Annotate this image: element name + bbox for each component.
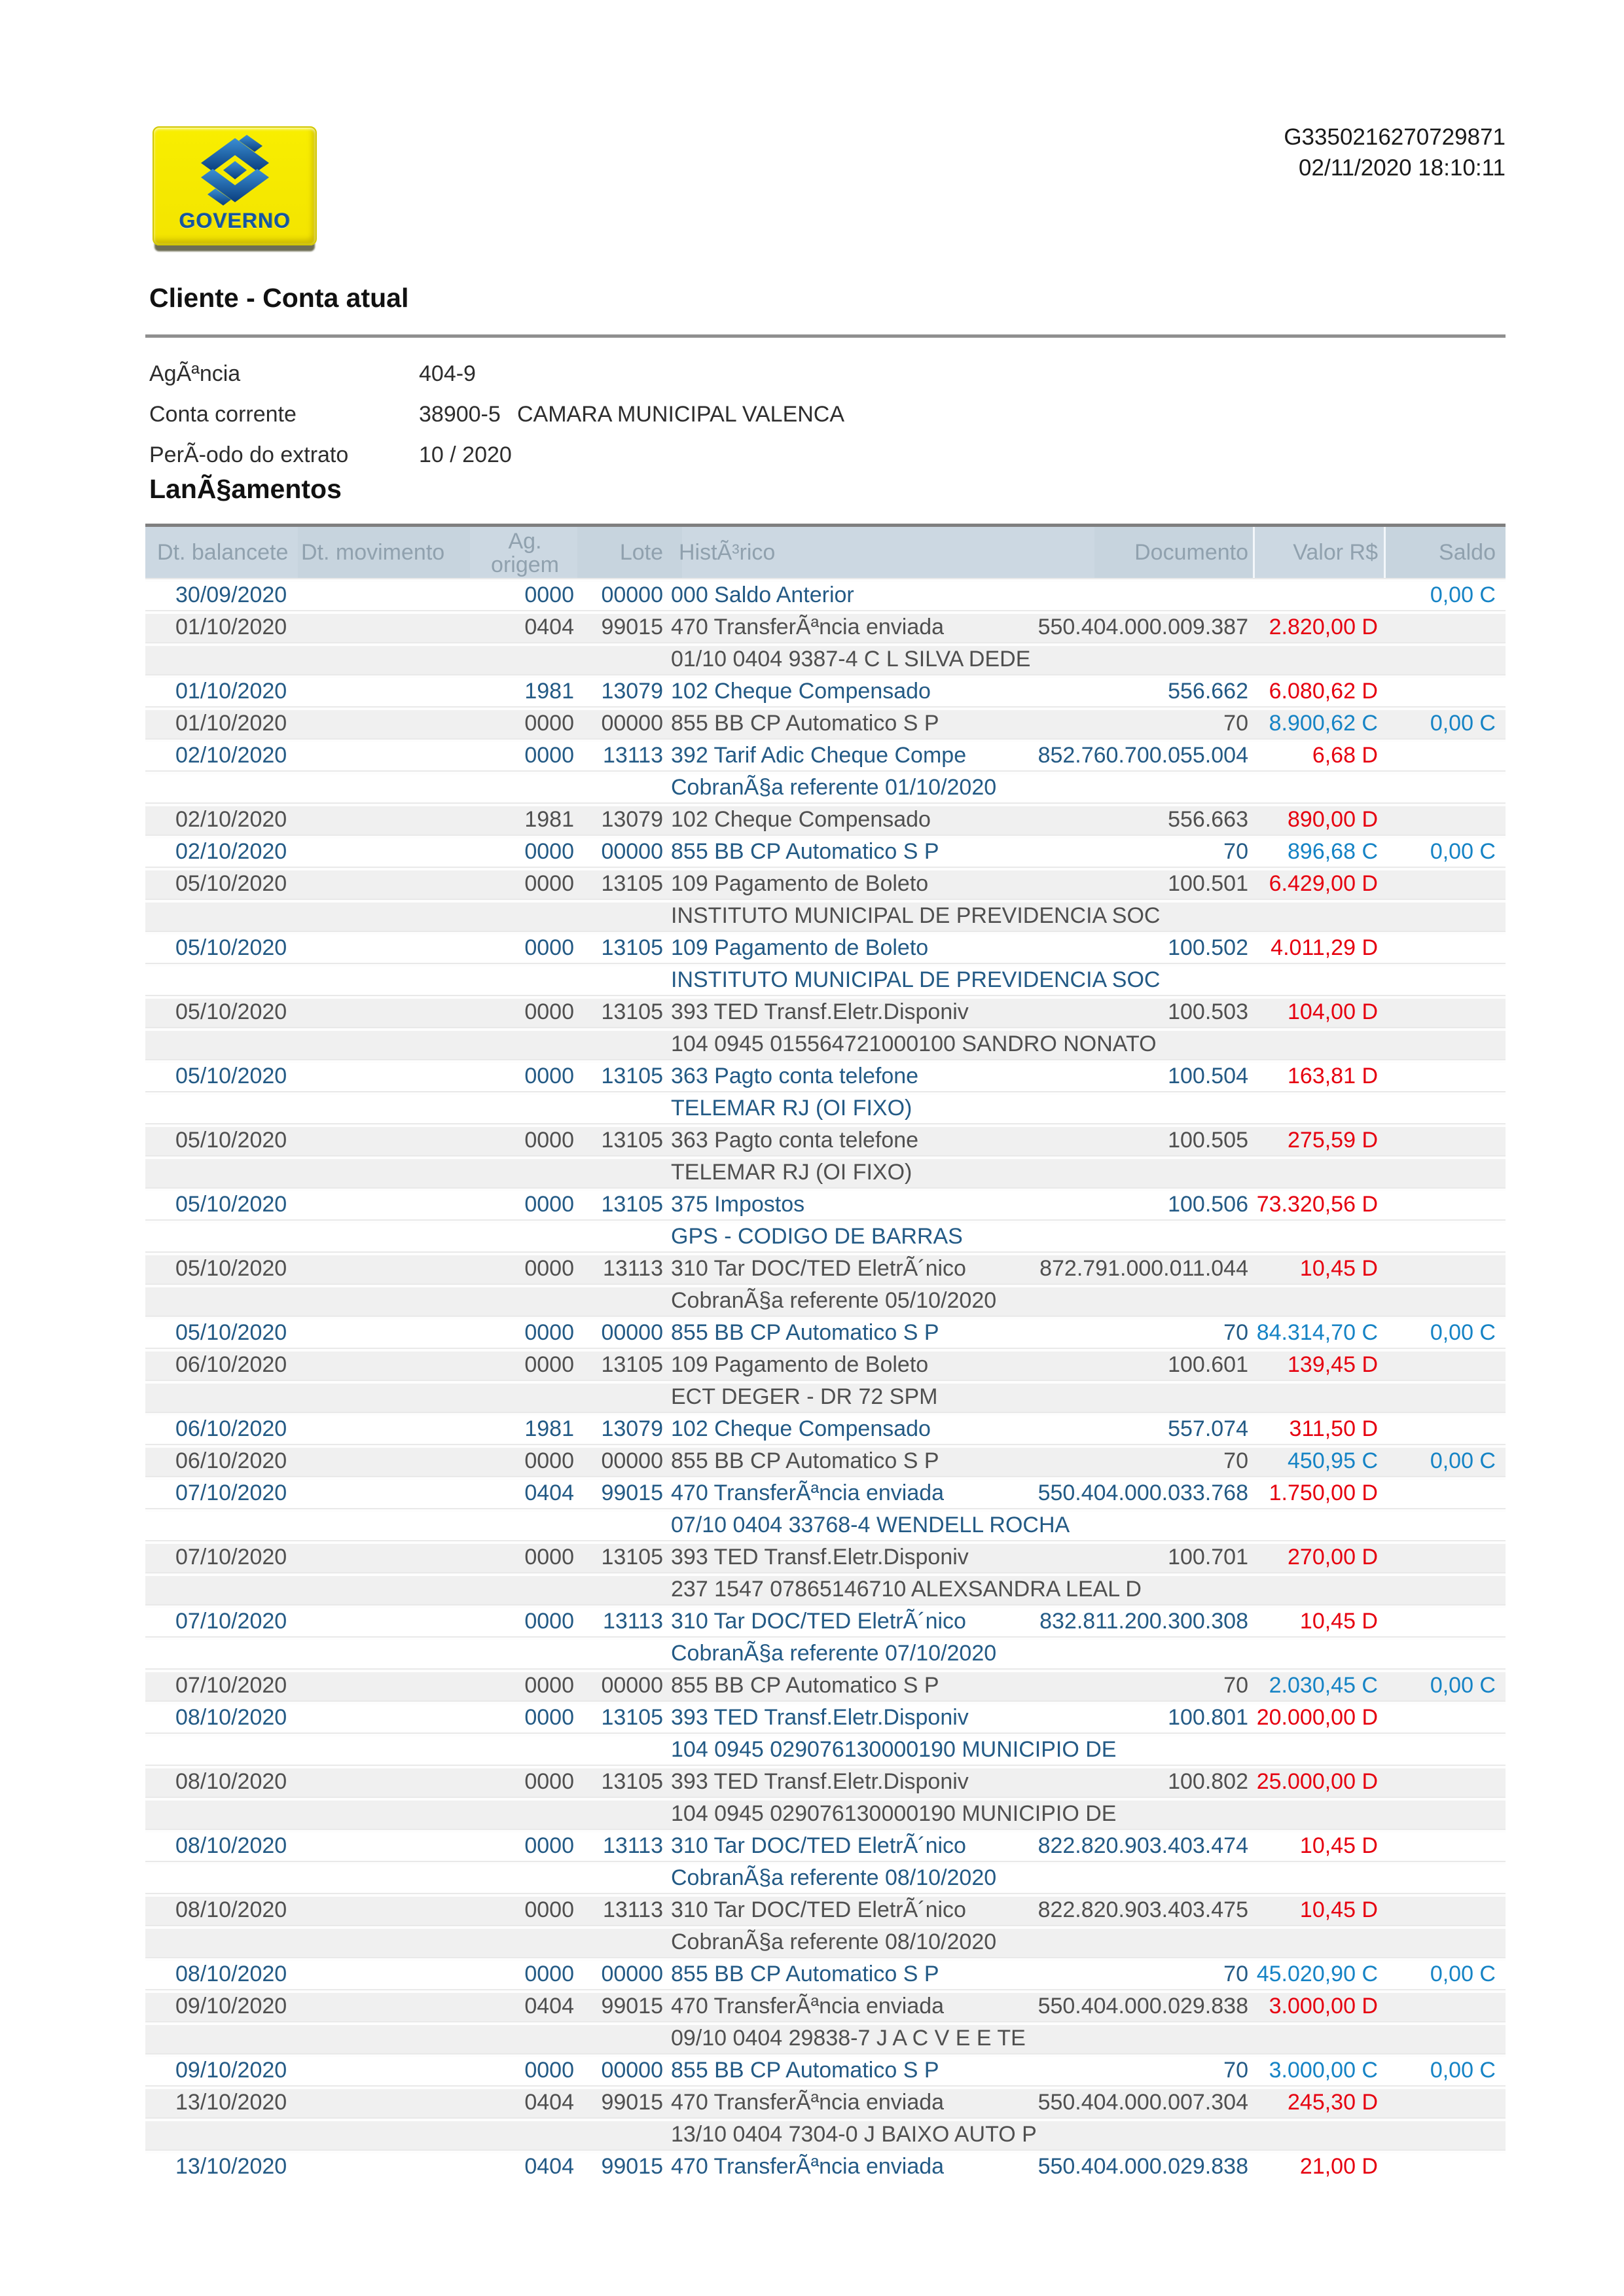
col-header-lote: Lote bbox=[619, 540, 663, 565]
cell-detail-text: CobranÃ§a referente 08/10/2020 bbox=[671, 1865, 997, 1890]
transaction-row bbox=[145, 1989, 1506, 2021]
cell-valor: 450,95 C bbox=[1288, 1448, 1378, 1473]
cell-date-balancete: 02/10/2020 bbox=[175, 743, 287, 768]
cell-documento: 550.404.000.007.304 bbox=[1038, 2090, 1248, 2115]
cell-date-balancete: 08/10/2020 bbox=[175, 1833, 287, 1858]
cell-valor: 84.314,70 C bbox=[1256, 1320, 1378, 1345]
cell-lote: 13105 bbox=[601, 1128, 663, 1153]
cell-agencia-origem: 0000 bbox=[524, 1769, 574, 1794]
cell-documento: 822.820.903.403.475 bbox=[1038, 1897, 1248, 1922]
cell-valor: 275,59 D bbox=[1288, 1128, 1378, 1153]
transaction-detail-row bbox=[145, 642, 1506, 674]
transaction-row bbox=[145, 2149, 1506, 2181]
cell-detail-text: TELEMAR RJ (OI FIXO) bbox=[671, 1096, 912, 1121]
cell-agencia-origem: 1981 bbox=[524, 679, 574, 704]
cell-documento: 550.404.000.009.387 bbox=[1038, 615, 1248, 639]
transaction-row bbox=[145, 1765, 1506, 1797]
cell-agencia-origem: 0404 bbox=[524, 1480, 574, 1505]
cell-date-balancete: 09/10/2020 bbox=[175, 1994, 287, 2018]
cell-agencia-origem: 0000 bbox=[524, 743, 574, 768]
cell-detail-text: 01/10 0404 9387-4 C L SILVA DEDE bbox=[671, 647, 1031, 672]
transaction-detail-row bbox=[145, 2117, 1506, 2149]
cell-lote: 13113 bbox=[602, 1256, 663, 1281]
cell-documento: 100.701 bbox=[1168, 1545, 1248, 1570]
cell-date-balancete: 05/10/2020 bbox=[175, 1128, 287, 1153]
cell-date-balancete: 07/10/2020 bbox=[175, 1545, 287, 1570]
cell-historico: 102 Cheque Compensado bbox=[671, 807, 931, 832]
cell-lote: 13105 bbox=[601, 1352, 663, 1377]
cell-date-balancete: 13/10/2020 bbox=[175, 2090, 287, 2115]
cell-historico: 470 TransferÃªncia enviada bbox=[671, 2090, 945, 2115]
cell-documento: 100.504 bbox=[1168, 1064, 1248, 1088]
cell-historico: 470 TransferÃªncia enviada bbox=[671, 1994, 945, 2018]
transaction-detail-row bbox=[145, 1380, 1506, 1412]
cell-documento: 100.503 bbox=[1168, 999, 1248, 1024]
cell-detail-text: 237 1547 07865146710 ALEXSANDRA LEAL D bbox=[671, 1577, 1142, 1602]
cell-lote: 99015 bbox=[601, 2090, 663, 2115]
transaction-row bbox=[145, 1540, 1506, 1572]
cell-valor: 1.750,00 D bbox=[1269, 1480, 1378, 1505]
cell-documento: 852.760.700.055.004 bbox=[1038, 743, 1248, 768]
cell-lote: 99015 bbox=[601, 1480, 663, 1505]
cell-date-balancete: 05/10/2020 bbox=[175, 935, 287, 960]
cell-valor: 163,81 D bbox=[1288, 1064, 1378, 1088]
cell-lote: 13113 bbox=[602, 1833, 663, 1858]
cell-lote: 99015 bbox=[601, 2154, 663, 2179]
transaction-row bbox=[145, 1604, 1506, 1636]
cell-documento: 550.404.000.029.838 bbox=[1038, 2154, 1248, 2179]
cell-lote: 13105 bbox=[601, 935, 663, 960]
cell-valor: 45.020,90 C bbox=[1256, 1962, 1378, 1986]
cell-historico: 393 TED Transf.Eletr.Disponiv bbox=[671, 1769, 969, 1794]
cell-historico: 109 Pagamento de Boleto bbox=[671, 1352, 929, 1377]
field-periodo-extrato bbox=[149, 442, 512, 471]
cell-historico: 855 BB CP Automatico S P bbox=[671, 839, 939, 864]
field-label: Conta corrente bbox=[149, 402, 297, 427]
cell-historico: 363 Pagto conta telefone bbox=[671, 1128, 919, 1153]
col-header-saldo: Saldo bbox=[1439, 540, 1496, 565]
transaction-row bbox=[145, 1059, 1506, 1091]
cell-valor: 3.000,00 D bbox=[1269, 1994, 1378, 2018]
cell-agencia-origem: 0000 bbox=[524, 1833, 574, 1858]
cell-valor: 21,00 D bbox=[1299, 2154, 1378, 2179]
cell-detail-text: 13/10 0404 7304-0 J BAIXO AUTO P bbox=[671, 2122, 1037, 2147]
cell-valor: 10,45 D bbox=[1299, 1609, 1378, 1634]
cell-agencia-origem: 1981 bbox=[524, 807, 574, 832]
cell-documento: 100.505 bbox=[1168, 1128, 1248, 1153]
cell-agencia-origem: 0000 bbox=[524, 1545, 574, 1570]
field-value: 38900-5 bbox=[419, 402, 501, 427]
cell-date-balancete: 01/10/2020 bbox=[175, 711, 287, 736]
cell-date-balancete: 08/10/2020 bbox=[175, 1962, 287, 1986]
client-section-title: Cliente - Conta atual bbox=[149, 283, 409, 313]
cell-documento: 872.791.000.011.044 bbox=[1039, 1256, 1248, 1281]
cell-date-balancete: 06/10/2020 bbox=[175, 1448, 287, 1473]
field-value: 404-9 bbox=[419, 361, 476, 386]
cell-historico: 310 Tar DOC/TED EletrÃ´nico bbox=[671, 1833, 966, 1858]
col-header-dt-balancete: Dt. balancete bbox=[157, 540, 289, 565]
cell-detail-text: INSTITUTO MUNICIPAL DE PREVIDENCIA SOC bbox=[671, 903, 1161, 928]
transaction-detail-row bbox=[145, 770, 1506, 802]
cell-date-balancete: 07/10/2020 bbox=[175, 1609, 287, 1634]
cell-valor: 10,45 D bbox=[1299, 1833, 1378, 1858]
cell-date-balancete: 06/10/2020 bbox=[175, 1352, 287, 1377]
cell-valor: 25.000,00 D bbox=[1256, 1769, 1378, 1794]
cell-documento: 550.404.000.033.768 bbox=[1038, 1480, 1248, 1505]
cell-historico: 855 BB CP Automatico S P bbox=[671, 1448, 939, 1473]
cell-date-balancete: 08/10/2020 bbox=[175, 1705, 287, 1730]
cell-documento: 832.811.200.300.308 bbox=[1039, 1609, 1248, 1634]
transaction-detail-row bbox=[145, 1508, 1506, 1540]
cell-documento: 70 bbox=[1223, 839, 1248, 864]
cell-lote: 13105 bbox=[601, 1705, 663, 1730]
cell-valor: 896,68 C bbox=[1288, 839, 1378, 864]
transaction-row bbox=[145, 1668, 1506, 1700]
cell-date-balancete: 05/10/2020 bbox=[175, 1256, 287, 1281]
cell-valor: 6.429,00 D bbox=[1269, 871, 1378, 896]
cell-detail-text: CobranÃ§a referente 08/10/2020 bbox=[671, 1929, 997, 1954]
cell-saldo: 0,00 C bbox=[1430, 583, 1496, 607]
cell-lote: 99015 bbox=[601, 615, 663, 639]
cell-historico: 102 Cheque Compensado bbox=[671, 679, 931, 704]
transaction-row bbox=[145, 1957, 1506, 1989]
cell-detail-text: 104 0945 029076130000190 MUNICIPIO DE bbox=[671, 1737, 1117, 1762]
cell-lote: 99015 bbox=[601, 1994, 663, 2018]
col-header-documento: Documento bbox=[1134, 540, 1248, 565]
cell-agencia-origem: 0000 bbox=[524, 1128, 574, 1153]
cell-lote: 13113 bbox=[602, 1897, 663, 1922]
transaction-row bbox=[145, 1348, 1506, 1380]
transaction-row bbox=[145, 867, 1506, 899]
cell-date-balancete: 05/10/2020 bbox=[175, 1064, 287, 1088]
transaction-row bbox=[145, 2085, 1506, 2117]
cell-lote: 13105 bbox=[601, 1769, 663, 1794]
cell-historico: 470 TransferÃªncia enviada bbox=[671, 1480, 945, 1505]
cell-historico: 470 TransferÃªncia enviada bbox=[671, 615, 945, 639]
cell-lote: 13105 bbox=[601, 871, 663, 896]
cell-detail-text: INSTITUTO MUNICIPAL DE PREVIDENCIA SOC bbox=[671, 967, 1161, 992]
cell-lote: 00000 bbox=[601, 1962, 663, 1986]
cell-valor: 3.000,00 C bbox=[1269, 2058, 1378, 2083]
cell-saldo: 0,00 C bbox=[1430, 1320, 1496, 1345]
cell-valor: 6,68 D bbox=[1312, 743, 1378, 768]
cell-lote: 13105 bbox=[601, 1064, 663, 1088]
transaction-detail-row bbox=[145, 1572, 1506, 1604]
cell-valor: 8.900,62 C bbox=[1269, 711, 1378, 736]
cell-agencia-origem: 0000 bbox=[524, 999, 574, 1024]
cell-valor: 104,00 D bbox=[1288, 999, 1378, 1024]
transaction-detail-row bbox=[145, 1027, 1506, 1059]
cell-lote: 13079 bbox=[601, 807, 663, 832]
transaction-detail-row bbox=[145, 1219, 1506, 1251]
cell-agencia-origem: 0000 bbox=[524, 711, 574, 736]
cell-date-balancete: 09/10/2020 bbox=[175, 2058, 287, 2083]
cell-historico: 855 BB CP Automatico S P bbox=[671, 711, 939, 736]
cell-detail-text: ECT DEGER - DR 72 SPM bbox=[671, 1384, 938, 1409]
cell-historico: 855 BB CP Automatico S P bbox=[671, 1320, 939, 1345]
cell-documento: 557.074 bbox=[1168, 1416, 1248, 1441]
cell-agencia-origem: 0000 bbox=[524, 1609, 574, 1634]
cell-valor: 73.320,56 D bbox=[1256, 1192, 1378, 1217]
transaction-row bbox=[145, 1476, 1506, 1508]
cell-lote: 00000 bbox=[601, 1673, 663, 1698]
transaction-detail-row bbox=[145, 1155, 1506, 1187]
cell-saldo: 0,00 C bbox=[1430, 839, 1496, 864]
cell-agencia-origem: 0000 bbox=[524, 1256, 574, 1281]
col-header-valor: Valor R$ bbox=[1293, 540, 1378, 565]
col-header-historico: HistÃ³rico bbox=[679, 540, 776, 565]
cell-agencia-origem: 0000 bbox=[524, 1705, 574, 1730]
transaction-detail-row bbox=[145, 1797, 1506, 1829]
cell-documento: 70 bbox=[1223, 2058, 1248, 2083]
cell-historico: 310 Tar DOC/TED EletrÃ´nico bbox=[671, 1609, 966, 1634]
cell-historico: 392 Tarif Adic Cheque Compe bbox=[671, 743, 967, 768]
cell-date-balancete: 01/10/2020 bbox=[175, 615, 287, 639]
transaction-row bbox=[145, 674, 1506, 706]
field-label: PerÃ-odo do extrato bbox=[149, 442, 349, 467]
bb-flower-icon bbox=[189, 134, 281, 206]
cell-valor: 4.011,29 D bbox=[1271, 935, 1378, 960]
field-agencia bbox=[149, 361, 476, 390]
cell-lote: 13105 bbox=[601, 999, 663, 1024]
cell-historico: 375 Impostos bbox=[671, 1192, 805, 1217]
transactions-table bbox=[145, 524, 1506, 2181]
cell-date-balancete: 05/10/2020 bbox=[175, 999, 287, 1024]
transaction-row bbox=[145, 1829, 1506, 1861]
cell-agencia-origem: 0000 bbox=[524, 871, 574, 896]
cell-date-balancete: 05/10/2020 bbox=[175, 871, 287, 896]
cell-historico: 102 Cheque Compensado bbox=[671, 1416, 931, 1441]
cell-agencia-origem: 0000 bbox=[524, 1448, 574, 1473]
cell-agencia-origem: 0000 bbox=[524, 839, 574, 864]
cell-documento: 100.506 bbox=[1168, 1192, 1248, 1217]
document-meta bbox=[1284, 122, 1506, 183]
cell-detail-text: 07/10 0404 33768-4 WENDELL ROCHA bbox=[671, 1513, 1070, 1537]
cell-valor: 890,00 D bbox=[1288, 807, 1378, 832]
transaction-row bbox=[145, 1316, 1506, 1348]
cell-documento: 70 bbox=[1223, 1448, 1248, 1473]
cell-lote: 00000 bbox=[601, 1320, 663, 1345]
cell-valor: 10,45 D bbox=[1299, 1897, 1378, 1922]
transaction-detail-row bbox=[145, 1861, 1506, 1893]
cell-agencia-origem: 0000 bbox=[524, 935, 574, 960]
cell-historico: 363 Pagto conta telefone bbox=[671, 1064, 919, 1088]
cell-historico: 393 TED Transf.Eletr.Disponiv bbox=[671, 1705, 969, 1730]
cell-historico: 109 Pagamento de Boleto bbox=[671, 935, 929, 960]
transaction-row bbox=[145, 834, 1506, 867]
transactions-header bbox=[145, 527, 1506, 578]
cell-valor: 10,45 D bbox=[1299, 1256, 1378, 1281]
cell-detail-text: CobranÃ§a referente 07/10/2020 bbox=[671, 1641, 997, 1666]
cell-valor: 20.000,00 D bbox=[1256, 1705, 1378, 1730]
cell-documento: 100.801 bbox=[1168, 1705, 1248, 1730]
cell-agencia-origem: 0404 bbox=[524, 2090, 574, 2115]
cell-lote: 00000 bbox=[601, 711, 663, 736]
transaction-detail-row bbox=[145, 1636, 1506, 1668]
cell-documento: 556.663 bbox=[1168, 807, 1248, 832]
cell-lote: 00000 bbox=[601, 2058, 663, 2083]
cell-date-balancete: 05/10/2020 bbox=[175, 1320, 287, 1345]
logo-governo-label: GOVERNO bbox=[179, 209, 291, 232]
cell-date-balancete: 02/10/2020 bbox=[175, 839, 287, 864]
cell-valor: 311,50 D bbox=[1289, 1416, 1378, 1441]
cell-saldo: 0,00 C bbox=[1430, 2058, 1496, 2083]
cell-date-balancete: 07/10/2020 bbox=[175, 1673, 287, 1698]
cell-agencia-origem: 0000 bbox=[524, 1897, 574, 1922]
transaction-row bbox=[145, 578, 1506, 610]
cell-lote: 00000 bbox=[601, 1448, 663, 1473]
transaction-detail-row bbox=[145, 2021, 1506, 2053]
cell-agencia-origem: 0000 bbox=[524, 1192, 574, 1217]
cell-saldo: 0,00 C bbox=[1430, 1962, 1496, 1986]
cell-agencia-origem: 0000 bbox=[524, 2058, 574, 2083]
cell-agencia-origem: 0000 bbox=[524, 1673, 574, 1698]
cell-agencia-origem: 1981 bbox=[524, 1416, 574, 1441]
cell-historico: 393 TED Transf.Eletr.Disponiv bbox=[671, 999, 969, 1024]
cell-lote: 13113 bbox=[602, 1609, 663, 1634]
cell-historico: 310 Tar DOC/TED EletrÃ´nico bbox=[671, 1897, 966, 1922]
transaction-row bbox=[145, 1123, 1506, 1155]
cell-agencia-origem: 0404 bbox=[524, 2154, 574, 2179]
transaction-detail-row bbox=[145, 963, 1506, 995]
cell-detail-text: 104 0945 029076130000190 MUNICIPIO DE bbox=[671, 1801, 1117, 1826]
cell-date-balancete: 08/10/2020 bbox=[175, 1769, 287, 1794]
cell-valor: 245,30 D bbox=[1288, 2090, 1378, 2115]
cell-documento: 100.601 bbox=[1168, 1352, 1248, 1377]
cell-documento: 70 bbox=[1223, 1962, 1248, 1986]
field-conta-corrente bbox=[149, 402, 845, 431]
cell-historico: 393 TED Transf.Eletr.Disponiv bbox=[671, 1545, 969, 1570]
transaction-row bbox=[145, 1700, 1506, 1732]
cell-historico: 855 BB CP Automatico S P bbox=[671, 1673, 939, 1698]
cell-documento: 100.502 bbox=[1168, 935, 1248, 960]
cell-lote: 13105 bbox=[601, 1192, 663, 1217]
transaction-row bbox=[145, 610, 1506, 642]
transaction-row bbox=[145, 1251, 1506, 1283]
transaction-row bbox=[145, 802, 1506, 834]
cell-detail-text: GPS - CODIGO DE BARRAS bbox=[671, 1224, 963, 1249]
cell-detail-text: TELEMAR RJ (OI FIXO) bbox=[671, 1160, 912, 1185]
document-code: G3350216270729871 bbox=[1284, 124, 1506, 150]
cell-detail-text: CobranÃ§a referente 05/10/2020 bbox=[671, 1288, 997, 1313]
cell-date-balancete: 07/10/2020 bbox=[175, 1480, 287, 1505]
cell-agencia-origem: 0000 bbox=[524, 1352, 574, 1377]
col-header-ag-origem-line1: Ag. bbox=[508, 529, 542, 554]
cell-valor: 2.820,00 D bbox=[1269, 615, 1378, 639]
cell-lote: 00000 bbox=[601, 839, 663, 864]
transaction-row bbox=[145, 995, 1506, 1027]
col-header-ag-origem-line2: origem bbox=[491, 552, 559, 577]
transaction-detail-row bbox=[145, 899, 1506, 931]
transaction-row bbox=[145, 1187, 1506, 1219]
cell-agencia-origem: 0000 bbox=[524, 1962, 574, 1986]
cell-detail-text: 104 0945 015564721000100 SANDRO NONATO bbox=[671, 1031, 1157, 1056]
cell-agencia-origem: 0404 bbox=[524, 615, 574, 639]
cell-historico: 310 Tar DOC/TED EletrÃ´nico bbox=[671, 1256, 966, 1281]
bank-logo bbox=[153, 126, 317, 245]
cell-historico: 855 BB CP Automatico S P bbox=[671, 2058, 939, 2083]
cell-detail-text: CobranÃ§a referente 01/10/2020 bbox=[671, 775, 997, 800]
transaction-row bbox=[145, 2053, 1506, 2085]
field-value: 10 / 2020 bbox=[419, 442, 512, 467]
cell-agencia-origem: 0000 bbox=[524, 1320, 574, 1345]
cell-documento: 100.501 bbox=[1168, 871, 1248, 896]
cell-historico: 000 Saldo Anterior bbox=[671, 583, 854, 607]
cell-lote: 00000 bbox=[601, 583, 663, 607]
cell-lote: 13079 bbox=[601, 1416, 663, 1441]
transaction-row bbox=[145, 1893, 1506, 1925]
statement-title: LanÃ§amentos bbox=[149, 474, 342, 504]
cell-documento: 100.802 bbox=[1168, 1769, 1248, 1794]
cell-lote: 13105 bbox=[601, 1545, 663, 1570]
generated-timestamp: 02/11/2020 18:10:11 bbox=[1299, 155, 1506, 181]
cell-valor: 6.080,62 D bbox=[1269, 679, 1378, 704]
transaction-row bbox=[145, 1412, 1506, 1444]
transaction-row bbox=[145, 931, 1506, 963]
transaction-detail-row bbox=[145, 1925, 1506, 1957]
cell-date-balancete: 05/10/2020 bbox=[175, 1192, 287, 1217]
cell-valor: 270,00 D bbox=[1288, 1545, 1378, 1570]
cell-agencia-origem: 0000 bbox=[524, 583, 574, 607]
cell-lote: 13113 bbox=[602, 743, 663, 768]
transaction-row bbox=[145, 1444, 1506, 1476]
cell-historico: 109 Pagamento de Boleto bbox=[671, 871, 929, 896]
cell-documento: 550.404.000.029.838 bbox=[1038, 1994, 1248, 2018]
col-header-dt-movimento: Dt. movimento bbox=[301, 540, 445, 565]
section-divider bbox=[145, 334, 1506, 338]
account-holder-name: CAMARA MUNICIPAL VALENCA bbox=[517, 402, 845, 427]
cell-documento: 70 bbox=[1223, 1673, 1248, 1698]
cell-valor: 139,45 D bbox=[1288, 1352, 1378, 1377]
cell-valor: 2.030,45 C bbox=[1269, 1673, 1378, 1698]
cell-saldo: 0,00 C bbox=[1430, 1673, 1496, 1698]
cell-date-balancete: 02/10/2020 bbox=[175, 807, 287, 832]
transaction-detail-row bbox=[145, 1732, 1506, 1765]
cell-documento: 822.820.903.403.474 bbox=[1038, 1833, 1248, 1858]
cell-date-balancete: 01/10/2020 bbox=[175, 679, 287, 704]
transaction-detail-row bbox=[145, 1091, 1506, 1123]
cell-date-balancete: 30/09/2020 bbox=[175, 583, 287, 607]
cell-agencia-origem: 0404 bbox=[524, 1994, 574, 2018]
transaction-row bbox=[145, 706, 1506, 738]
cell-lote: 13079 bbox=[601, 679, 663, 704]
cell-detail-text: 09/10 0404 29838-7 J A C V E E TE bbox=[671, 2026, 1026, 2051]
cell-date-balancete: 06/10/2020 bbox=[175, 1416, 287, 1441]
cell-saldo: 0,00 C bbox=[1430, 711, 1496, 736]
cell-historico: 855 BB CP Automatico S P bbox=[671, 1962, 939, 1986]
cell-date-balancete: 08/10/2020 bbox=[175, 1897, 287, 1922]
cell-documento: 556.662 bbox=[1168, 679, 1248, 704]
field-label: AgÃªncia bbox=[149, 361, 241, 386]
cell-documento: 70 bbox=[1223, 711, 1248, 736]
transaction-detail-row bbox=[145, 1283, 1506, 1316]
cell-date-balancete: 13/10/2020 bbox=[175, 2154, 287, 2179]
cell-saldo: 0,00 C bbox=[1430, 1448, 1496, 1473]
transaction-row bbox=[145, 738, 1506, 770]
cell-documento: 70 bbox=[1223, 1320, 1248, 1345]
cell-historico: 470 TransferÃªncia enviada bbox=[671, 2154, 945, 2179]
cell-agencia-origem: 0000 bbox=[524, 1064, 574, 1088]
transactions-body bbox=[145, 578, 1506, 2181]
